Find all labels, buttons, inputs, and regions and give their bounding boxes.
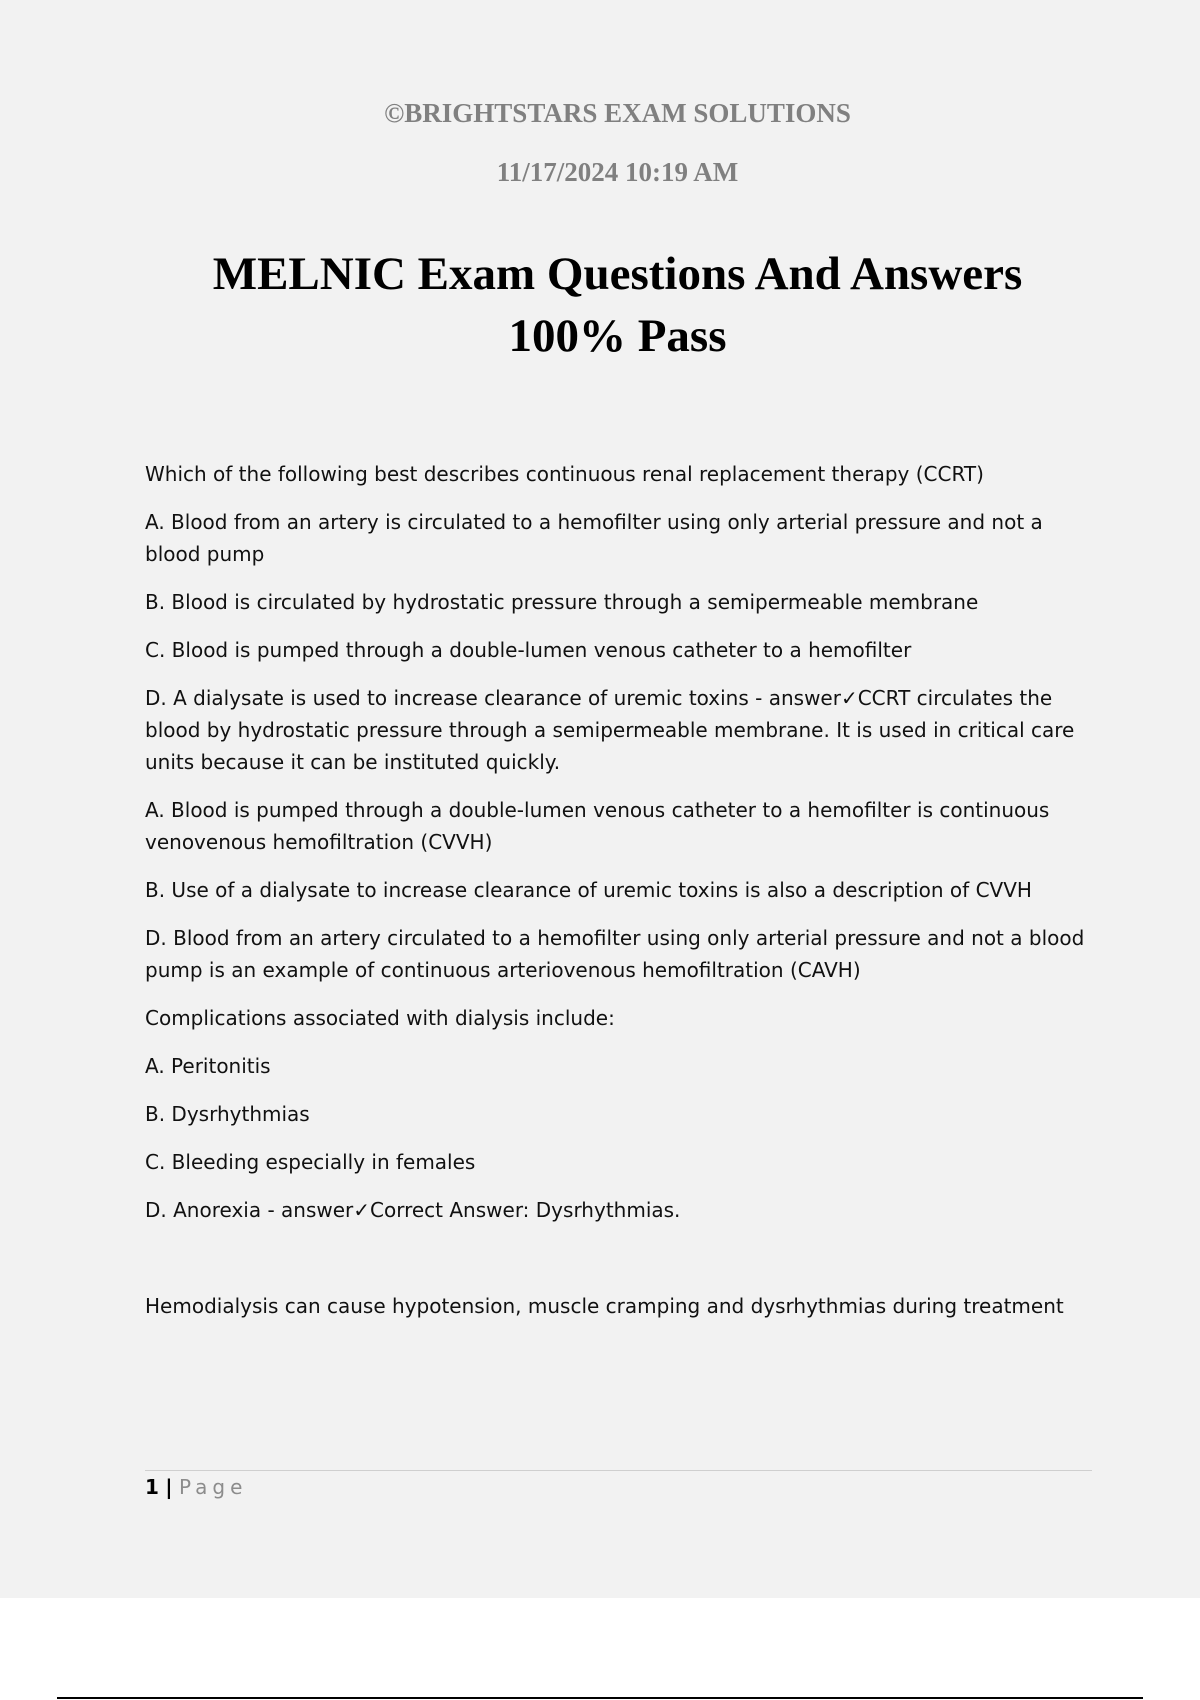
question-2-option-b: B. Dysrhythmias [145,1102,310,1126]
paragraph-spacer [145,1242,1095,1290]
question-1-option-b: B. Blood is circulated by hydrostatic pressure through a semipermeable membrane [145,590,979,614]
question-1-option-c: C. Blood is pumped through a double-lumen venous catheter to a hemofilter [145,638,912,662]
question-2-option-d-answer: D. Anorexia - answer✓Correct Answer: Dysrhythmias. [145,1198,681,1222]
header-brand: ©BRIGHTSTARS EXAM SOLUTIONS [384,98,851,128]
question-2: Complications associated with dialysis include: [145,1006,615,1030]
document-title [0,243,1200,367]
question-1: Which of the following best describes continuous renal replacement therapy (CCRT) [145,462,984,486]
header-datetime: 11/17/2024 10:19 AM [496,157,739,187]
question-1-rationale-a: A. Blood is pumped through a double-lumen venous catheter to a hemofilter is continuous venovenous hemofiltration (CVVH) [145,798,1050,854]
document-body [145,458,1095,1338]
title-line-2: 100% Pass [508,310,727,362]
footer-divider [145,1470,1092,1471]
question-1-rationale-d: D. Blood from an artery circulated to a hemofilter using only arterial pressure and not a blood pump is an example of continuous arteriovenous hemofiltration (CAVH) [145,926,1085,982]
next-page-top-rule [57,1697,1143,1699]
question-1-option-d-answer: D. A dialysate is used to increase clearance of uremic toxins - answer✓CCRT circulates the blood by hydrostatic pressure through a semipermeable membrane. It is used in critical care units because it can be instituted quickly. [145,686,1075,774]
question-2-rationale: Hemodialysis can cause hypotension, muscle cramping and dysrhythmias during treatment [145,1294,1064,1318]
question-1-option-a: A. Blood from an artery is circulated to a hemofilter using only arterial pressure and not a blood pump [145,510,1043,566]
title-line-1: MELNIC Exam Questions And Answers [212,248,1023,300]
page-footer [145,1474,247,1500]
question-1-rationale-b: B. Use of a dialysate to increase clearance of uremic toxins is also a description of CVVH [145,878,1032,902]
question-2-option-c: C. Bleeding especially in females [145,1150,476,1174]
page-number: 1 [145,1475,159,1499]
footer-separator: | [165,1475,173,1499]
page-label: Page [178,1475,248,1499]
question-2-option-a: A. Peritonitis [145,1054,271,1078]
